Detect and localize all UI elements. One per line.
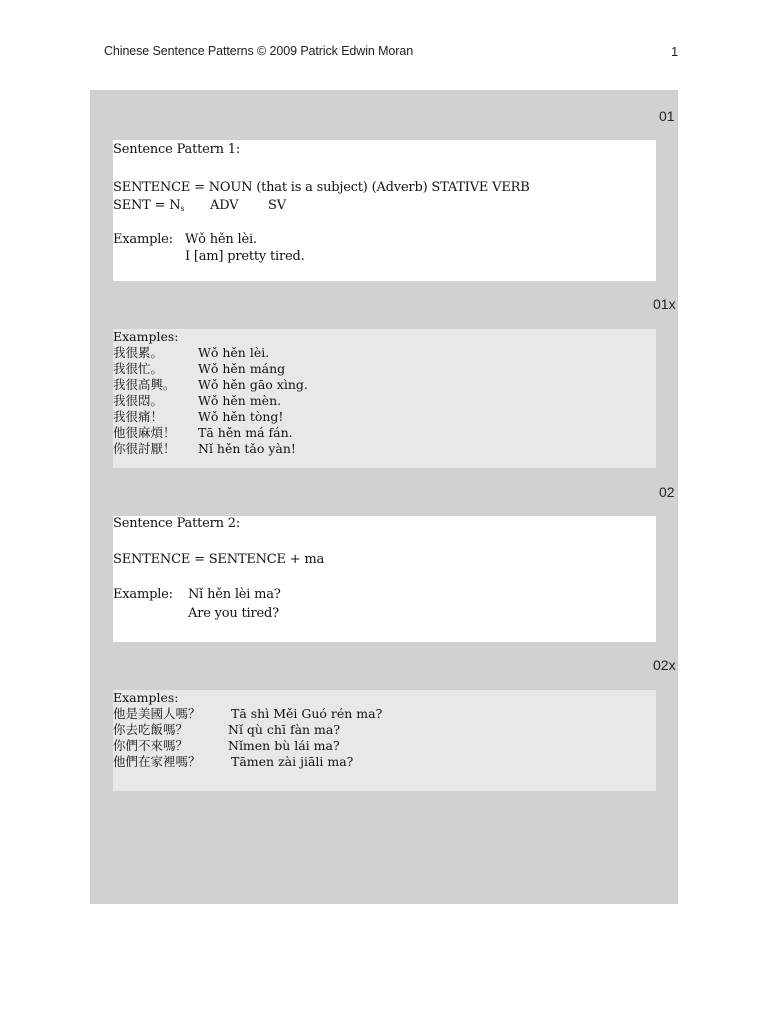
sent-sv: SV <box>268 198 286 213</box>
example-pinyin: Nǐ hěn tǎo yàn! <box>198 441 296 456</box>
example-pinyin: Tā hěn má fán. <box>198 425 293 440</box>
card-id-01: 01 <box>659 108 675 124</box>
sent-adv: ADV <box>210 198 239 213</box>
example-row <box>113 345 163 361</box>
example-row <box>113 722 188 738</box>
example-pinyin: Nǐ qù chī fàn ma? <box>228 722 341 737</box>
card-examples-1 <box>113 329 656 468</box>
example-row <box>113 754 201 770</box>
example-row <box>113 377 176 393</box>
example-chinese: 我很悶。 <box>113 393 164 408</box>
example-label: Example: <box>113 232 173 247</box>
example-chinese: 我很痛！ <box>113 409 164 424</box>
example-chinese: 我很累。 <box>113 345 164 360</box>
example-pinyin: Wǒ hěn lèi. <box>185 232 257 247</box>
example-pinyin: Wǒ hěn tòng! <box>198 409 284 424</box>
flashcard-panel <box>90 90 678 904</box>
card-sentence-pattern-1 <box>113 140 656 281</box>
example-pinyin: Nǐmen bù lái ma? <box>228 738 340 753</box>
example-translation: Are you tired? <box>188 606 279 621</box>
example-row <box>113 409 163 425</box>
card-id-02: 02 <box>659 484 675 500</box>
card-sentence-pattern-2 <box>113 516 656 642</box>
page-number: 1 <box>671 44 679 59</box>
card-id-01x: 01x <box>653 296 676 312</box>
example-pinyin: Wǒ hěn máng <box>198 361 286 376</box>
pattern-abbreviation <box>113 198 184 213</box>
example-label: Example: <box>113 587 173 602</box>
example-row <box>113 738 188 754</box>
example-pinyin: Nǐ hěn lèi ma? <box>188 587 281 602</box>
example-chinese: 他很麻煩！ <box>113 425 176 440</box>
example-chinese: 你很討厭！ <box>113 441 176 456</box>
example-row <box>113 361 163 377</box>
example-row <box>113 441 176 457</box>
example-pinyin: Wǒ hěn lèi. <box>198 345 270 360</box>
sent-label: SENT = N <box>113 198 181 213</box>
example-pinyin: Wǒ hěn mèn. <box>198 393 282 408</box>
example-row <box>113 425 176 441</box>
example-chinese: 我很高興。 <box>113 377 176 392</box>
pattern-formula: SENTENCE = NOUN (that is a subject) (Adverb) STATIVE VERB <box>113 180 530 195</box>
example-pinyin: Tāmen zài jiāli ma? <box>231 754 354 769</box>
subject-subscript: s <box>180 204 185 213</box>
examples-heading: Examples: <box>113 329 179 344</box>
example-translation: I [am] pretty tired. <box>185 249 305 264</box>
card-id-02x: 02x <box>653 657 676 673</box>
example-chinese: 我很忙。 <box>113 361 164 376</box>
example-chinese: 他們在家裡嗎？ <box>113 754 201 769</box>
examples-heading: Examples: <box>113 690 179 705</box>
example-pinyin: Tā shì Měi Guó rén ma? <box>231 706 383 721</box>
pattern-title: Sentence Pattern 1: <box>113 142 240 157</box>
example-pinyin: Wǒ hěn gāo xìng. <box>198 377 308 392</box>
card-examples-2 <box>113 690 656 791</box>
example-row <box>113 393 163 409</box>
example-chinese: 他是美國人嗎？ <box>113 706 201 721</box>
example-chinese: 你去吃飯嗎？ <box>113 722 189 737</box>
pattern-formula: SENTENCE = SENTENCE + ma <box>113 552 325 567</box>
running-header: Chinese Sentence Patterns © 2009 Patrick Edwin Moran <box>104 44 414 58</box>
example-row <box>113 706 201 722</box>
pattern-title: Sentence Pattern 2: <box>113 516 240 531</box>
example-chinese: 你們不來嗎？ <box>113 738 189 753</box>
